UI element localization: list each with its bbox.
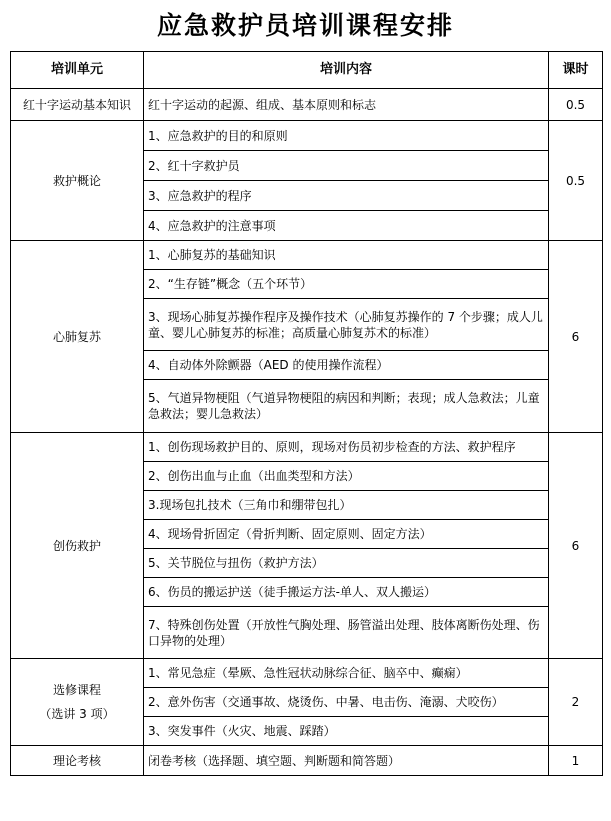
content-cell: 3.现场包扎技术（三角巾和绷带包扎）	[144, 491, 549, 520]
content-cell: 1、常见急症（晕厥、急性冠状动脉综合征、脑卒中、癫痫）	[144, 659, 549, 688]
hours-cell: 0.5	[549, 121, 603, 241]
header-row	[11, 52, 603, 89]
unit-cell: 理论考核	[11, 746, 144, 776]
content-cell: 5、气道异物梗阻（气道异物梗阻的病因和判断；表现；成人急救法；儿童急救法；婴儿急救法）	[144, 380, 549, 433]
content-cell: 5、关节脱位与扭伤（救护方法）	[144, 549, 549, 578]
content-cell: 1、应急救护的目的和原则	[144, 121, 549, 151]
table-row	[11, 89, 603, 121]
unit-cell	[11, 659, 144, 746]
content-cell: 3、突发事件（火灾、地震、踩踏）	[144, 717, 549, 746]
course-schedule-table	[10, 51, 603, 776]
content-cell: 6、伤员的搬运护送（徒手搬运方法-单人、双人搬运）	[144, 578, 549, 607]
hours-cell: 1	[549, 746, 603, 776]
table-row	[11, 241, 603, 270]
table-row	[11, 659, 603, 688]
content-cell: 4、应急救护的注意事项	[144, 211, 549, 241]
header-content: 培训内容	[144, 52, 549, 89]
content-cell: 7、特殊创伤处置（开放性气胸处理、肠管溢出处理、肢体离断伤处理、伤口异物的处理）	[144, 607, 549, 659]
hours-cell: 0.5	[549, 89, 603, 121]
content-cell: 3、现场心肺复苏操作程序及操作技术（心肺复苏操作的 7 个步骤；成人儿童、婴儿心肺复苏的标准；高质量心肺复苏术的标准）	[144, 299, 549, 351]
content-cell: 3、应急救护的程序	[144, 181, 549, 211]
unit-cell: 心肺复苏	[11, 241, 144, 433]
unit-cell: 救护概论	[11, 121, 144, 241]
content-cell: 2、创伤出血与止血（出血类型和方法）	[144, 462, 549, 491]
hours-cell: 2	[549, 659, 603, 746]
content-cell: 1、创伤现场救护目的、原则，现场对伤员初步检查的方法、救护程序	[144, 433, 549, 462]
content-cell: 4、现场骨折固定（骨折判断、固定原则、固定方法）	[144, 520, 549, 549]
hours-cell: 6	[549, 433, 603, 659]
unit-label: 选修课程	[52, 683, 101, 697]
unit-note: （选讲 3 项）	[39, 707, 115, 721]
header-unit: 培训单元	[11, 52, 144, 89]
content-cell: 2、“生存链”概念（五个环节）	[144, 270, 549, 299]
hours-cell: 6	[549, 241, 603, 433]
table-row	[11, 121, 603, 151]
unit-cell: 创伤救护	[11, 433, 144, 659]
table-row	[11, 433, 603, 462]
table-row	[11, 746, 603, 776]
content-cell: 2、红十字救护员	[144, 151, 549, 181]
content-cell: 1、心肺复苏的基础知识	[144, 241, 549, 270]
unit-cell: 红十字运动基本知识	[11, 89, 144, 121]
page-title: 应急救护员培训课程安排	[156, 11, 454, 40]
content-cell: 红十字运动的起源、组成、基本原则和标志	[144, 89, 549, 121]
header-hours: 课时	[549, 52, 603, 89]
content-cell: 闭卷考核（选择题、填空题、判断题和简答题）	[144, 746, 549, 776]
content-cell: 2、意外伤害（交通事故、烧烫伤、中暑、电击伤、淹溺、犬咬伤）	[144, 688, 549, 717]
content-cell: 4、自动体外除颤器（AED 的使用操作流程）	[144, 351, 549, 380]
